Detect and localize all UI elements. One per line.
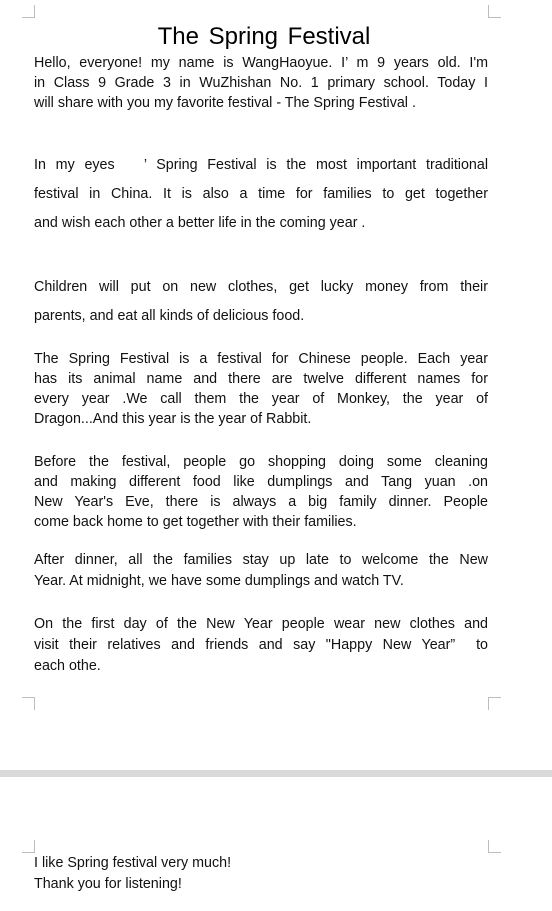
document-page-2 (0, 777, 552, 911)
text-line: Dragon...And this year is the year of Rabbit. (34, 411, 312, 427)
margin-corner-top-right (488, 840, 501, 853)
margin-corner-bottom-left (22, 697, 35, 710)
margin-corner-top-left (22, 5, 35, 18)
text-line: Hello, everyone! my name is WangHaoyue. I’ m 9 years old. I'm (34, 55, 488, 71)
text-line: will share with you my favorite festival - The Spring Festival . (34, 95, 416, 111)
paragraph-animal-names (34, 349, 488, 429)
text-line: every year .We call them the year of Monkey, the year of (34, 391, 488, 407)
paragraph-intro (34, 53, 488, 113)
document-title: The Spring Festival (157, 23, 371, 50)
text-line: On the first day of the New Year people wear new clothes and (34, 616, 488, 632)
text-line: The Spring Festival is a festival for Chinese people. Each year (34, 351, 488, 367)
text-line: I like Spring festival very much! (34, 855, 232, 871)
text-line: in Class 9 Grade 3 in WuZhishan No. 1 primary school. Today I (34, 75, 488, 91)
paragraph-before-festival (34, 452, 488, 532)
text-line: has its animal name and there are twelve different names for (34, 371, 488, 387)
text-line: come back home to get together with their families. (34, 514, 357, 530)
page-break (0, 770, 552, 777)
paragraph-children (34, 273, 488, 331)
margin-corner-top-right (488, 5, 501, 18)
margin-corner-top-left (22, 840, 35, 853)
text-line: parents, and eat all kinds of delicious food. (34, 308, 305, 324)
text-line: and wish each other a better life in the coming year . (34, 215, 366, 231)
paragraph-first-day (34, 614, 488, 677)
text-line: festival in China. It is also a time for families to get together (34, 186, 488, 202)
text-line: New Year's Eve, there is always a big family dinner. People (34, 494, 488, 510)
paragraph-closing (34, 853, 488, 895)
text-line: Thank you for listening! (34, 876, 182, 892)
text-line: each othe. (34, 658, 101, 674)
text-line: visit their relatives and friends and say "Happy New Year” to (34, 637, 488, 653)
text-line: and making different food like dumplings and Tang yuan .on (34, 474, 488, 490)
text-line: Year. At midnight, we have some dumplings and watch TV. (34, 573, 404, 589)
paragraph-in-my-eyes (34, 151, 488, 238)
text-line: Before the festival, people go shopping doing some cleaning (34, 454, 488, 470)
text-line: Children will put on new clothes, get lucky money from their (34, 279, 488, 295)
text-line: After dinner, all the families stay up late to welcome the New (34, 552, 488, 568)
text-line: In my eyes ’ Spring Festival is the most important traditional (34, 157, 488, 173)
margin-corner-bottom-right (488, 697, 501, 710)
paragraph-after-dinner (34, 550, 488, 592)
